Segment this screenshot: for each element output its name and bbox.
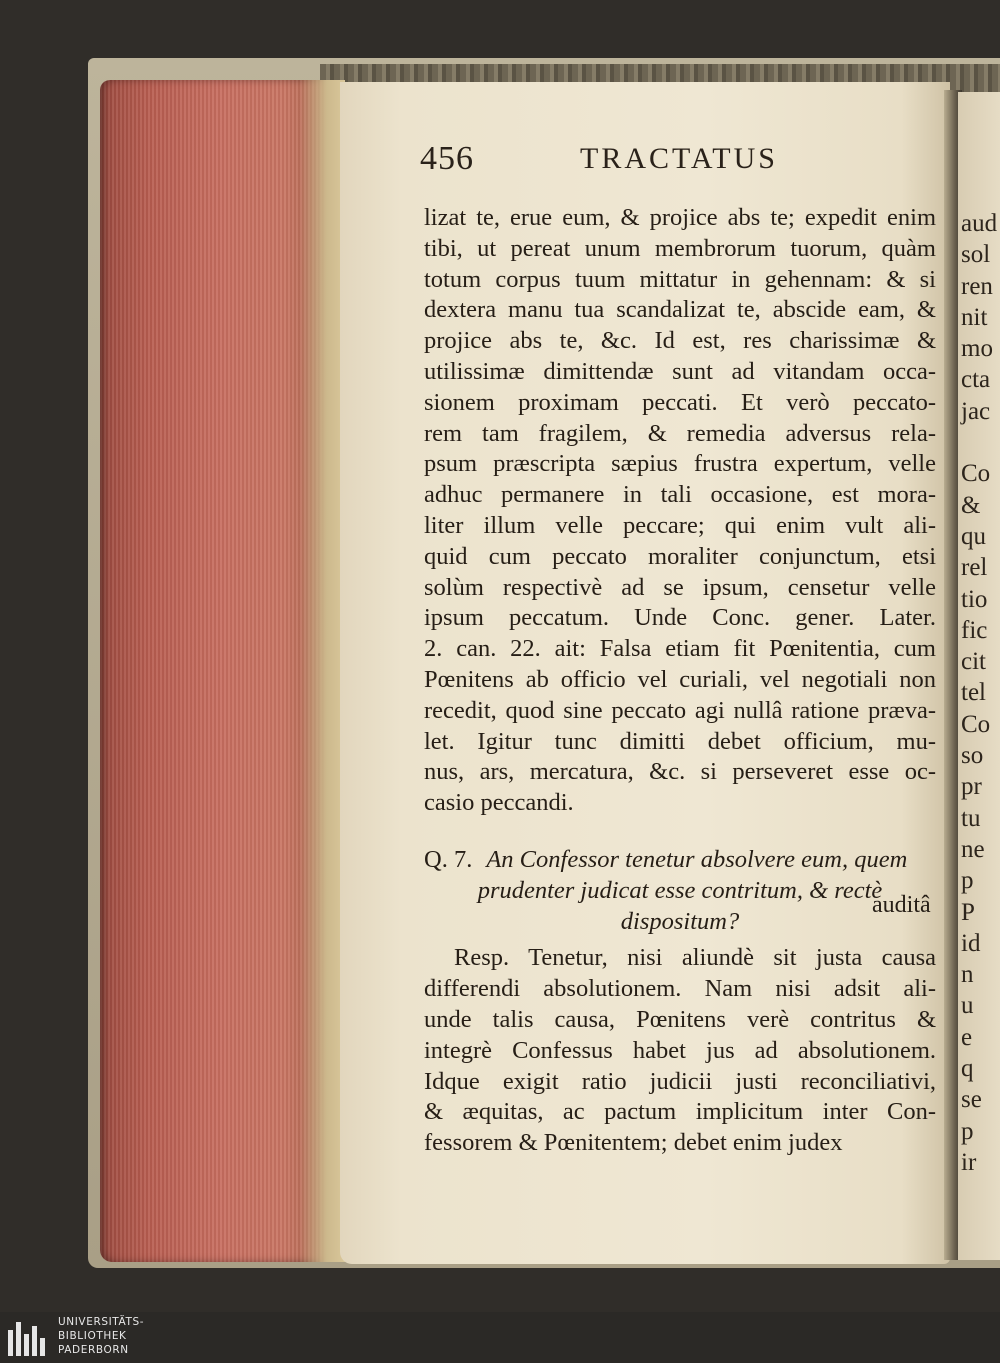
text-line: psum præscripta sæpius frustra expertum, velle xyxy=(424,450,936,478)
logo-line-3: PADERBORN xyxy=(58,1344,129,1356)
question-line: prudenter judicat esse contritum, & rectè xyxy=(477,876,883,904)
text-line: quid cum peccato moraliter conjunctum, etsi xyxy=(424,542,936,570)
text-line: nus, ars, mercatura, &c. si perseveret esse oc- xyxy=(424,758,936,786)
page-number: 456 xyxy=(420,140,474,177)
question-heading xyxy=(424,845,936,937)
question-line: dispositum? xyxy=(620,907,740,935)
text-line: unde talis causa, Pœnitens verè contritus & xyxy=(424,1005,936,1033)
text-line: differendi absolutionem. Nam nisi adsit ali- xyxy=(424,975,936,1003)
text-line: let. Igitur tunc dimitti debet officium, mu- xyxy=(424,727,936,755)
text-line: lizat te, erue eum, & projice abs te; expedit enim xyxy=(424,204,936,231)
catchword: auditâ xyxy=(872,892,931,918)
text-line: fessorem & Pœnitentem; debet enim judex xyxy=(424,1129,843,1157)
text-line: sionem proximam peccati. Et verò peccato- xyxy=(424,388,936,416)
library-logo-text xyxy=(58,1315,144,1357)
page-edges xyxy=(100,80,345,1262)
text-line: Idque exigit ratio judicii justi reconciliativi, xyxy=(424,1067,936,1095)
text-line: projice abs te, &c. Id est, res charissimæ & xyxy=(424,327,936,355)
text-line: totum corpus tuum mittatur in gehennam: & si xyxy=(424,265,936,293)
question-line xyxy=(424,845,936,876)
text-line: rem tam fragilem, & remedia adversus rela- xyxy=(424,419,936,447)
text-line: solùm respectivè ad se ipsum, censetur velle xyxy=(424,573,936,601)
text-line: integrè Confessus habet jus ad absolutionem. xyxy=(424,1036,936,1064)
running-head: TRACTATUS xyxy=(580,142,778,175)
page-body xyxy=(424,203,936,1159)
text-line: utilissimæ dimittendæ sunt ad vitandam occa- xyxy=(424,357,936,385)
logo-line-1: UNIVERSITÄTS- xyxy=(58,1316,145,1328)
text-line: recedit, quod sine peccato agi nullâ ratione præva- xyxy=(424,696,936,724)
footer-bar xyxy=(0,1312,1000,1363)
facing-page-fragment xyxy=(958,92,1000,1260)
text-line: Pœnitens ab officio vel curiali, vel negotiali non xyxy=(424,665,936,693)
text-line: Resp. Tenetur, nisi aliundè sit justa causa xyxy=(454,944,936,972)
logo-line-2: BIBLIOTHEK xyxy=(58,1330,127,1342)
response-paragraph xyxy=(424,943,936,1159)
page-header xyxy=(420,140,860,184)
question-label: Q. 7. xyxy=(424,845,473,873)
facing-page-text: aud sol ren nit mo cta jac Co & qu rel tio fic cit tel Co so pr tu ne p P id n u e q se p ir xyxy=(961,210,998,1176)
text-line: ipsum peccatum. Unde Conc. gener. Later. xyxy=(424,604,936,632)
library-logo-icon xyxy=(8,1318,48,1358)
text-line: tibi, ut pereat unum membrorum tuorum, quàm xyxy=(424,234,936,262)
text-line: adhuc permanere in tali occasione, est mora- xyxy=(424,481,936,509)
text-line: & æquitas, ac pactum implicitum inter Con- xyxy=(424,1098,936,1126)
text-line: liter illum velle peccare; qui enim vult ali- xyxy=(424,511,936,539)
text-line: dextera manu tua scandalizat te, abscide eam, & xyxy=(424,296,936,324)
text-line: casio peccandi. xyxy=(424,789,574,817)
text-line: 2. can. 22. ait: Falsa etiam fit Pœnitentia, cum xyxy=(424,635,936,663)
paragraph-main xyxy=(424,203,936,819)
question-text: An Confessor tenetur absolvere eum, quem xyxy=(486,845,908,873)
